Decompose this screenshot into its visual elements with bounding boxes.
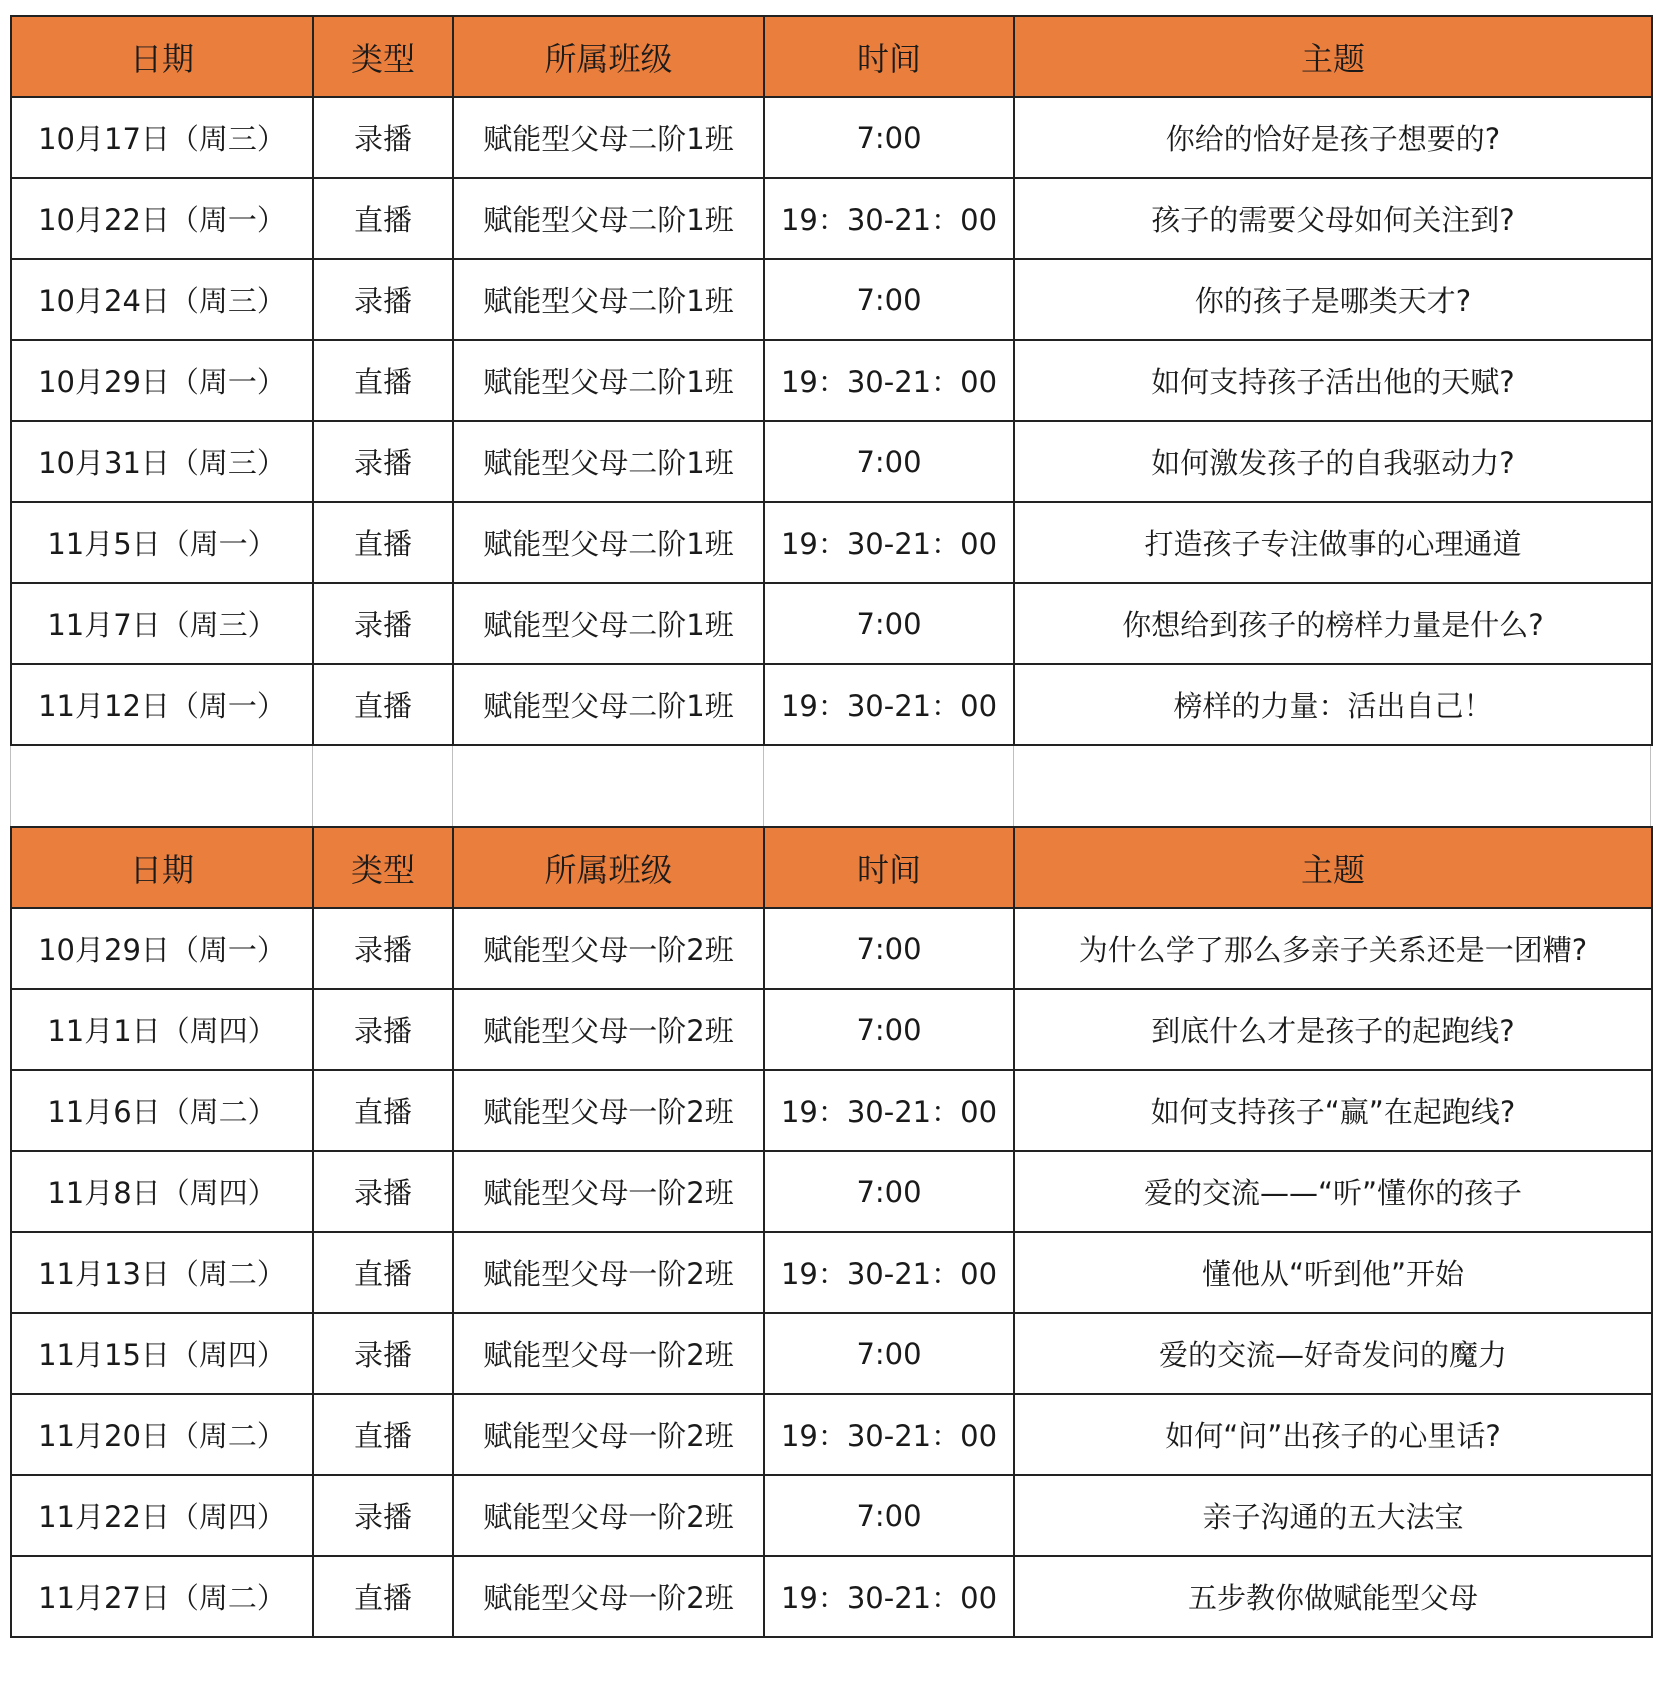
cell-type: 录播 [313, 97, 453, 178]
header-row [11, 16, 1652, 97]
cell-type: 录播 [313, 421, 453, 502]
cell-topic: 如何支持孩子“赢”在起跑线? [1014, 1070, 1652, 1151]
cell-time: 19：30-21：00 [764, 1070, 1014, 1151]
cell-date: 11月20日（周二） [11, 1394, 313, 1475]
cell-date: 11月15日（周四） [11, 1313, 313, 1394]
cell-class: 赋能型父母一阶2班 [453, 989, 764, 1070]
cell-type: 录播 [313, 1475, 453, 1556]
spacer-row [10, 746, 1651, 826]
cell-type: 录播 [313, 1313, 453, 1394]
header-topic: 主题 [1014, 827, 1652, 908]
schedule-table-section-2 [10, 826, 1653, 1638]
table-row [11, 340, 1652, 421]
header-date: 日期 [11, 827, 313, 908]
cell-topic: 打造孩子专注做事的心理通道 [1014, 502, 1652, 583]
cell-class: 赋能型父母二阶1班 [453, 664, 764, 745]
header-type: 类型 [313, 16, 453, 97]
cell-topic: 五步教你做赋能型父母 [1014, 1556, 1652, 1637]
table-row [11, 97, 1652, 178]
cell-class: 赋能型父母一阶2班 [453, 1151, 764, 1232]
cell-type: 直播 [313, 1070, 453, 1151]
cell-type: 直播 [313, 340, 453, 421]
cell-topic: 如何激发孩子的自我驱动力? [1014, 421, 1652, 502]
cell-topic: 榜样的力量：活出自己！ [1014, 664, 1652, 745]
header-class: 所属班级 [453, 16, 764, 97]
cell-class: 赋能型父母一阶2班 [453, 1313, 764, 1394]
table-row [11, 1394, 1652, 1475]
cell-topic: 你给的恰好是孩子想要的? [1014, 97, 1652, 178]
header-type: 类型 [313, 827, 453, 908]
table-row [11, 1232, 1652, 1313]
cell-type: 直播 [313, 502, 453, 583]
cell-time: 7:00 [764, 1475, 1014, 1556]
cell-type: 直播 [313, 1556, 453, 1637]
cell-topic: 懂他从“听到他”开始 [1014, 1232, 1652, 1313]
cell-class: 赋能型父母二阶1班 [453, 178, 764, 259]
cell-type: 录播 [313, 259, 453, 340]
table-row [11, 908, 1652, 989]
cell-time: 7:00 [764, 259, 1014, 340]
cell-class: 赋能型父母一阶2班 [453, 1070, 764, 1151]
header-class: 所属班级 [453, 827, 764, 908]
spacer-cell [10, 746, 312, 826]
cell-class: 赋能型父母一阶2班 [453, 1394, 764, 1475]
cell-topic: 爱的交流——“听”懂你的孩子 [1014, 1151, 1652, 1232]
cell-time: 19：30-21：00 [764, 502, 1014, 583]
cell-class: 赋能型父母二阶1班 [453, 340, 764, 421]
cell-time: 19：30-21：00 [764, 1556, 1014, 1637]
cell-class: 赋能型父母一阶2班 [453, 1232, 764, 1313]
table-row [11, 502, 1652, 583]
cell-topic: 孩子的需要父母如何关注到? [1014, 178, 1652, 259]
cell-type: 录播 [313, 989, 453, 1070]
cell-type: 直播 [313, 664, 453, 745]
cell-topic: 你的孩子是哪类天才? [1014, 259, 1652, 340]
spacer-cell [312, 746, 452, 826]
cell-date: 11月13日（周二） [11, 1232, 313, 1313]
cell-class: 赋能型父母二阶1班 [453, 502, 764, 583]
cell-time: 7:00 [764, 583, 1014, 664]
table-body [11, 908, 1652, 1637]
cell-time: 7:00 [764, 1313, 1014, 1394]
cell-time: 19：30-21：00 [764, 340, 1014, 421]
table-row [11, 259, 1652, 340]
cell-class: 赋能型父母二阶1班 [453, 583, 764, 664]
spacer-cell [763, 746, 1013, 826]
table-row [11, 1070, 1652, 1151]
table-row [11, 178, 1652, 259]
table-body [11, 97, 1652, 745]
table-row [11, 1313, 1652, 1394]
cell-topic: 到底什么才是孩子的起跑线? [1014, 989, 1652, 1070]
cell-date: 11月5日（周一） [11, 502, 313, 583]
cell-type: 录播 [313, 908, 453, 989]
cell-time: 7:00 [764, 1151, 1014, 1232]
cell-type: 直播 [313, 1232, 453, 1313]
cell-date: 11月6日（周二） [11, 1070, 313, 1151]
table-row [11, 1556, 1652, 1637]
cell-type: 直播 [313, 1394, 453, 1475]
header-row [11, 827, 1652, 908]
cell-topic: 亲子沟通的五大法宝 [1014, 1475, 1652, 1556]
cell-time: 19：30-21：00 [764, 1232, 1014, 1313]
cell-time: 7:00 [764, 989, 1014, 1070]
cell-topic: 为什么学了那么多亲子关系还是一团糟? [1014, 908, 1652, 989]
cell-date: 11月22日（周四） [11, 1475, 313, 1556]
cell-class: 赋能型父母一阶2班 [453, 908, 764, 989]
cell-time: 19：30-21：00 [764, 178, 1014, 259]
cell-date: 10月29日（周一） [11, 340, 313, 421]
cell-topic: 爱的交流—好奇发问的魔力 [1014, 1313, 1652, 1394]
table-row [11, 989, 1652, 1070]
cell-topic: 如何“问”出孩子的心里话? [1014, 1394, 1652, 1475]
schedule-table-section-1 [10, 15, 1653, 746]
header-time: 时间 [764, 827, 1014, 908]
table-row [11, 1475, 1652, 1556]
cell-date: 11月7日（周三） [11, 583, 313, 664]
header-time: 时间 [764, 16, 1014, 97]
cell-time: 7:00 [764, 908, 1014, 989]
cell-date: 11月12日（周一） [11, 664, 313, 745]
cell-topic: 你想给到孩子的榜样力量是什么? [1014, 583, 1652, 664]
cell-time: 7:00 [764, 421, 1014, 502]
cell-class: 赋能型父母二阶1班 [453, 259, 764, 340]
cell-date: 10月31日（周三） [11, 421, 313, 502]
cell-date: 10月22日（周一） [11, 178, 313, 259]
header-date: 日期 [11, 16, 313, 97]
cell-date: 10月17日（周三） [11, 97, 313, 178]
cell-class: 赋能型父母一阶2班 [453, 1475, 764, 1556]
spacer-cell [452, 746, 763, 826]
table-row [11, 664, 1652, 745]
cell-type: 录播 [313, 583, 453, 664]
cell-type: 录播 [313, 1151, 453, 1232]
cell-type: 直播 [313, 178, 453, 259]
cell-date: 11月1日（周四） [11, 989, 313, 1070]
cell-class: 赋能型父母二阶1班 [453, 421, 764, 502]
spacer-cell [1013, 746, 1651, 826]
cell-date: 11月8日（周四） [11, 1151, 313, 1232]
cell-date: 10月24日（周三） [11, 259, 313, 340]
table-row [11, 583, 1652, 664]
cell-time: 19：30-21：00 [764, 664, 1014, 745]
table-row [11, 1151, 1652, 1232]
header-topic: 主题 [1014, 16, 1652, 97]
cell-time: 7:00 [764, 97, 1014, 178]
cell-time: 19：30-21：00 [764, 1394, 1014, 1475]
cell-class: 赋能型父母一阶2班 [453, 1556, 764, 1637]
cell-date: 11月27日（周二） [11, 1556, 313, 1637]
schedule-sheet [10, 15, 1651, 1638]
cell-date: 10月29日（周一） [11, 908, 313, 989]
table-row [11, 421, 1652, 502]
cell-class: 赋能型父母二阶1班 [453, 97, 764, 178]
cell-topic: 如何支持孩子活出他的天赋? [1014, 340, 1652, 421]
